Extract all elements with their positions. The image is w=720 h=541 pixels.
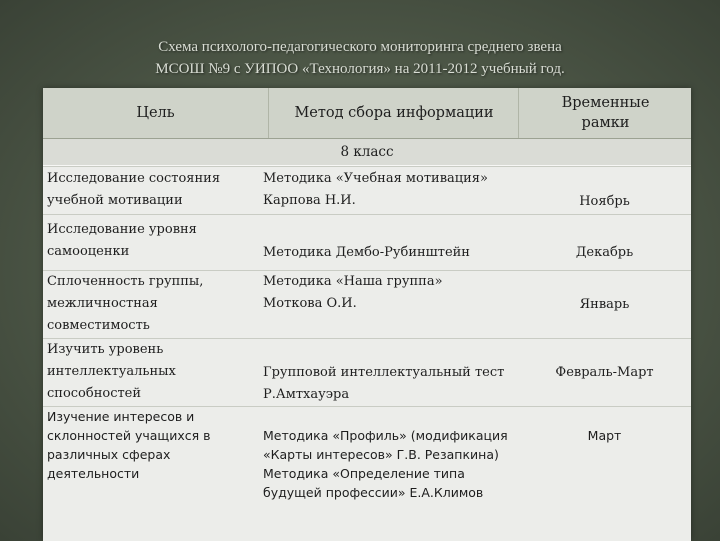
header-goal: Цель [136,105,175,121]
table-row [43,214,691,270]
row-method: Методика «Учебная мотивация» Карпова Н.И. [263,171,488,208]
table-header-row [43,88,691,139]
row-method: Методика «Наша группа» Моткова О.И. [263,274,443,311]
row-goal: Изучить уровень интеллектуальных способностей [47,342,176,401]
grade-row: 8 класс [43,139,691,165]
row-goal: Исследование уровня самооценки [47,222,197,259]
row-timeframe: Январь [579,297,630,312]
row-timeframe: Март [587,428,622,443]
table-row [43,406,691,541]
table-row [43,338,691,406]
row-method: Методика «Профиль» (модификация «Карты интересов» Г.В. Резапкина) Методика «Определение типа будущей профессии» Е.А.Климов [263,428,508,500]
header-method: Метод сбора информации [268,88,519,138]
row-timeframe: Декабрь [575,245,634,260]
row-goal: Изучение интересов и склонностей учащихся в различных сферах деятельности [47,409,211,481]
table-row [43,166,691,214]
slide-title-line-1: Схема психолого-педагогического мониторинга среднего звена [158,39,562,55]
row-goal: Сплоченность группы, межличностная совместимость [47,274,204,333]
row-timeframe: Февраль-Март [555,365,654,380]
row-timeframe: Ноябрь [579,194,630,209]
table-row [43,270,691,338]
header-timeframe [518,88,692,138]
monitoring-table [43,88,691,540]
slide-title [60,36,660,80]
slide-title-line-2: МСОШ №9 с УИПОО «Технология» на 2011-2012 учебный год. [155,61,565,77]
row-method: Групповой интеллектуальный тест Р.Амтхауэра [263,365,505,402]
row-goal: Исследование состояния учебной мотивации [47,171,221,208]
header-timeframe-label: Временные рамки [561,95,650,131]
row-method: Методика Дембо-Рубинштейн [263,245,470,260]
